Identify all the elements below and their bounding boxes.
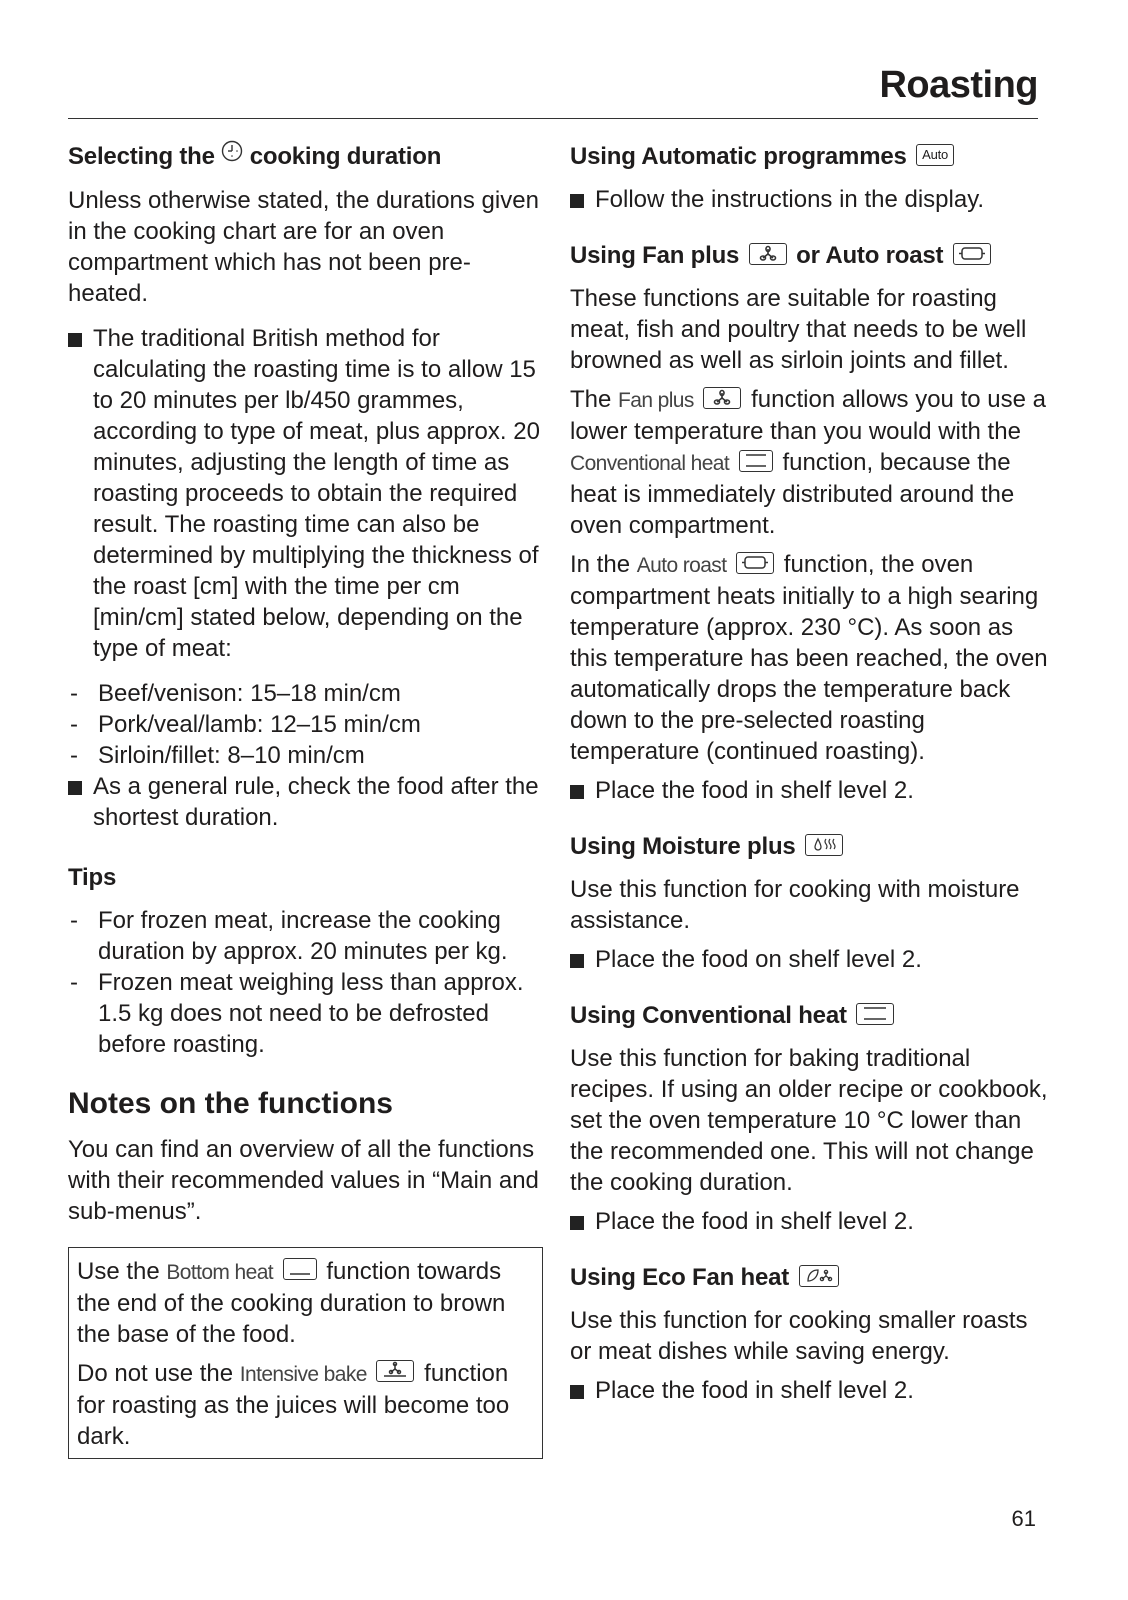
auto-bullet: Follow the instructions in the display. [570,184,1050,215]
list-item: - For frozen meat, increase the cooking duration by approx. 20 minutes per kg. [70,906,508,965]
tips-heading: Tips [68,863,117,891]
moisture-plus-heading: Using Moisture plus [570,830,1050,864]
fan-plus-intro: These functions are suitable for roasting meat, fish and poultry that needs to be well browned as well as sirloin joints and fillet. [570,285,1027,374]
auto-icon: Auto [916,144,954,166]
left-column [68,140,543,1459]
cooking-duration-heading: Selecting the cooking duration [68,140,543,175]
moisture-plus-icon [805,834,843,856]
eco-fan-heat-text: Use this function for cooking smaller roasts or meat dishes while saving energy. [570,1307,1028,1365]
section-tips [68,861,543,1060]
square-bullet-icon [570,1216,584,1230]
duration-bullet-british-method: The traditional British method for calculating the roasting time is to allow 15 to 20 minutes per lb/450 grammes, according to type of meat, plus approx. 20 minutes, adjusting the length of time as roasting proceeds to obtain the required result. The roasting time can also be determined by multiplying the thickness of the roast [cm] with the time per cm [min/cm] stated below, depending on the type of meat: [68,323,543,664]
list-item: - Pork/veal/lamb: 12–15 min/cm [70,710,421,738]
section-fan-plus-auto-roast [570,239,1050,806]
page-number: 61 [1011,1506,1036,1531]
conventional-heat-heading: Using Conventional heat [570,999,1050,1033]
list-item: - Frozen meat weighing less than approx. 1.5 kg does not need to be defrosted before roasting. [70,968,524,1058]
square-bullet-icon [570,954,584,968]
fan-plus-bullet: Place the food in shelf level 2. [570,775,1050,806]
moisture-plus-bullet: Place the food on shelf level 2. [570,944,1050,975]
page-title: Roasting [879,64,1038,106]
fan-plus-description: The Fan plus function allows you to use a lower temperature than you would with the Conventional heat function, because the heat is immediately distributed around the oven compartment. [570,386,1046,539]
time-per-cm-list [68,678,543,771]
section-cooking-duration [68,140,543,833]
intensive-bake-icon [376,1360,414,1382]
auto-roast-icon [736,552,774,574]
square-bullet-icon [570,785,584,799]
eco-fan-heat-bullet: Place the food in shelf level 2. [570,1375,1050,1406]
section-eco-fan-heat [570,1261,1050,1406]
header-rule [68,118,1038,119]
auto-roast-description: In the Auto roast function, the oven compartment heats initially to a high searing temperature (approx. 230 °C). As soon as this temperature has been reached, the oven automatically drops the temperature back down to the pre-selected roasting temperature (continued roasting). [570,551,1048,765]
square-bullet-icon [68,781,82,795]
eco-fan-heat-heading: Using Eco Fan heat [570,1261,1050,1295]
list-item: - Beef/venison: 15–18 min/cm [70,679,401,707]
fan-icon [703,387,741,409]
conventional-heat-icon [856,1003,894,1025]
notes-text: You can find an overview of all the functions with their recommended values in “Main and sub-menus”. [68,1135,539,1225]
intensive-bake-note: Do not use the Intensive bake function for roasting as the juices will become too dark. [77,1359,510,1450]
square-bullet-icon [68,333,82,347]
fan-plus-heading: Using Fan plus or Auto roast [570,239,1050,273]
eco-fan-heat-icon [799,1265,839,1287]
moisture-plus-text: Use this function for cooking with moisture assistance. [570,876,1020,934]
conventional-heat-bullet: Place the food in shelf level 2. [570,1206,1050,1237]
fan-icon [749,243,787,265]
conventional-heat-text: Use this function for baking traditional recipes. If using an older recipe or cookbook, set the oven temperature 10 °C lower than the recommended one. This will not change the cooking duration. [570,1045,1048,1196]
section-automatic-programmes [570,140,1050,215]
square-bullet-icon [570,194,584,208]
note-box [68,1247,543,1459]
bottom-heat-note: Use the Bottom heat function towards the end of the cooking duration to brown the base of the food. [77,1257,506,1348]
clock-icon [221,138,243,172]
list-item: - Sirloin/fillet: 8–10 min/cm [70,741,365,769]
section-moisture-plus [570,830,1050,975]
square-bullet-icon [570,1385,584,1399]
section-conventional-heat [570,999,1050,1237]
bottom-heat-icon [283,1258,317,1280]
auto-roast-icon [953,243,991,265]
duration-bullet-general-rule: As a general rule, check the food after the shortest duration. [68,771,543,833]
section-notes [68,1084,543,1459]
right-column [570,140,1050,1430]
automatic-programmes-heading: Using Automatic programmes Auto [570,140,1050,174]
notes-heading: Notes on the functions [68,1086,393,1120]
duration-intro: Unless otherwise stated, the durations given in the cooking chart are for an oven compartment which has not been pre-heated. [68,186,539,307]
conventional-heat-icon [739,450,773,472]
